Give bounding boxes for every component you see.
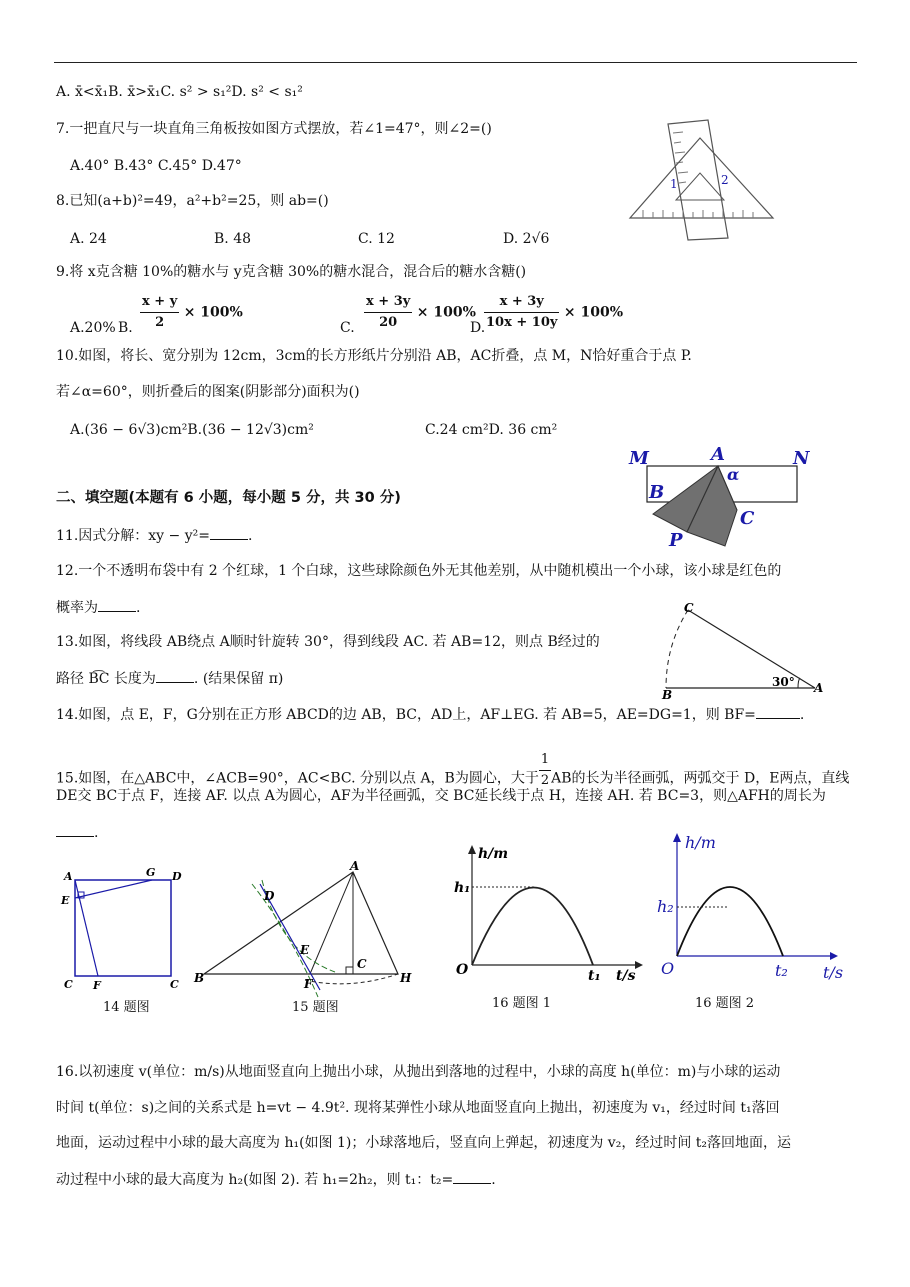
q16-text: 动过程中小球的最大高度为 h₂(如图 2). 若 h₁=2h₂，则 t₁：t₂= [56,1172,454,1188]
fig16-1-origin: O [456,962,469,978]
q9-d-numerator: x + 3y [484,292,559,313]
fig16-2-xlabel: t/s [823,963,844,982]
fig16-1-h1: h₁ [454,880,471,896]
q15-frac-den: 2 [540,773,550,788]
q15-line-2: DE交 BC于点 F，连接 AF. 以点 A为圆心，AF为半径画弧，交 BC延长线于点 H，连接 AH. 若 BC=3，则△AFH的周长为 [56,788,826,804]
q16-line-1: 16.以初速度 v(单位：m/s)从地面竖直向上抛出小球，从抛出到落地的过程中，小球的高度 h(单位：m)与小球的运动 [56,1064,781,1080]
q10-label-a: A [711,444,725,465]
q7-figure [628,118,778,243]
fig14-label-c2: C [170,978,179,991]
fig14-caption: 14 题图 [103,1000,150,1015]
q9-d-times: × 100% [563,304,624,321]
q10-label-p: P [669,530,683,551]
fig16-1-caption: 16 题图 1 [492,996,552,1011]
q8-stem: 8.已知(a+b)²=49，a²+b²=25，则 ab=() [56,193,329,209]
fig14-label-e: E [61,894,70,907]
q16-blank [453,1169,491,1184]
q13-line-2: 路径 B͡C 长度为 . (结果保留 π) [56,668,283,689]
q9-option-d-letter: D. [470,320,486,336]
q8-option-c: C. 12 [358,231,395,247]
q13-text: 路径 B͡C 长度为 [56,671,156,687]
fig15-label-h: H [400,971,412,985]
fig14-label-d: D [172,870,182,883]
q11-blank [210,525,248,540]
q9-option-b-letter: B. [118,320,133,336]
q15-text-post: AB的长为半径画弧，两弧交于 D，E两点，直线 [551,770,850,787]
q8-option-d: D. 2√6 [503,231,550,247]
q15-blank [56,822,94,837]
fig16-2-ylabel: h/m [685,833,716,852]
q9-option-a: A.20% [70,320,116,336]
q15-line-3: . [56,822,98,843]
q13-label-a: A [814,681,824,695]
q10-options-ab: A.(36 − 6√3)cm²B.(36 − 12√3)cm² [70,422,314,438]
q12-line-1: 12.一个不透明布袋中有 2 个红球，1 个白球，这些球除颜色外无其他差别，从中随机模出一个小球，该小球是红色的 [56,563,782,579]
q10-stem-1: 10.如图，将长、宽分别为 12cm，3cm的长方形纸片分别沿 AB，AC折叠，点 M，N恰好重合于点 P. [56,348,692,364]
q14-text: 14.如图，点 E，F，G分别在正方形 ABCD的边 AB，BC，AD上，AF⊥EG. 若 AB=5，AE=DG=1，则 BF= [56,707,756,723]
q13-label-c: C [684,601,694,615]
q10-label-m: M [629,448,649,469]
q7-angle2-label: 2 [721,173,729,187]
q10-label-c: C [740,508,755,529]
q12-text: 概率为 [56,600,98,616]
section-2-title: 二、填空题(本题有 6 小题，每小题 5 分，共 30 分) [56,490,401,506]
fig16-1 [450,840,650,990]
q9-option-b [140,292,243,333]
q16-line-4: 动过程中小球的最大高度为 h₂(如图 2). 若 h₁=2h₂，则 t₁：t₂= . [56,1169,496,1190]
q9-option-d [484,292,623,333]
fig15-label-a: A [350,859,360,873]
q10-label-b: B [649,482,665,503]
fig16-2-caption: 16 题图 2 [695,996,755,1011]
q16-line-3: 地面，运动过程中小球的最大高度为 h₁(如图 1)；小球落地后，竖直向上弹起，初速度为 v₂，经过时间 t₂落回地面，运 [56,1135,792,1151]
q15-frac-num: 1 [539,750,551,771]
q13-label-b: B [662,688,673,702]
fig16-2 [655,828,855,988]
fig16-2-h2: h₂ [657,897,674,916]
header-rule [54,62,857,63]
q10-options-cd: C.24 cm²D. 36 cm² [425,422,558,438]
fig14-label-g: G [146,866,156,879]
q10-label-alpha: α [727,465,740,484]
q11: 11.因式分解：xy − y²= . [56,525,252,546]
q9-b-numerator: x + y [140,292,179,313]
q6-options: A. x̄<x̄₁B. x̄>x̄₁C. s² > s₁²D. s² < s₁² [56,84,303,100]
q14: 14.如图，点 E，F，G分别在正方形 ABCD的边 AB，BC，AD上，AF⊥EG. 若 AB=5，AE=DG=1，则 BF= . [56,704,804,725]
q9-stem: 9.将 x克含糖 10%的糖水与 y克含糖 30%的糖水混合，混合后的糖水含糖() [56,264,527,280]
fig15-label-e: E [300,943,310,957]
q9-d-denominator: 10x + 10y [486,315,558,330]
q10-figure [625,442,820,552]
q8-option-b: B. 48 [214,231,252,247]
fig15-label-d: D [264,889,275,903]
q14-blank [756,704,800,719]
q13-blank [156,668,194,683]
fig14 [60,866,190,996]
fig14-label-a: A [64,870,73,883]
q7-angle1-label: 1 [670,177,678,191]
fig16-2-origin: O [661,959,675,978]
q13-line-1: 13.如图，将线段 AB绕点 A顺时针旋转 30°，得到线段 AC. 若 AB=12，则点 B经过的 [56,634,600,650]
q12-line-2: 概率为 . [56,597,140,618]
fig16-1-t1: t₁ [588,968,601,984]
fig15-label-b: B [194,971,205,985]
q12-blank [98,597,136,612]
q9-b-denominator: 2 [155,315,165,330]
q9-c-times: × 100% [416,304,476,321]
q10-stem-2: 若∠α=60°，则折叠后的图案(阴影部分)面积为() [56,384,360,400]
q16-line-2: 时间 t(单位：s)之间的关系式是 h=vt − 4.9t². 现将某弹性小球从地面竖直向上抛出，初速度为 v₁，经过时间 t₁落回 [56,1100,780,1116]
q13-note: (结果保留 π) [202,671,284,687]
fig15 [190,859,420,997]
q7-options: A.40° B.43° C.45° D.47° [70,158,242,174]
q8-option-a: A. 24 [70,231,107,247]
q9-c-numerator: x + 3y [364,292,412,313]
fig14-label-f: F [93,979,101,992]
q9-b-times: × 100% [183,304,243,321]
fig15-label-f: F [304,977,313,991]
q9-c-denominator: 20 [379,315,398,330]
q9-option-c-letter: C. [340,320,355,336]
fig15-caption: 15 题图 [292,1000,339,1015]
q13-angle-label: 30° [772,675,795,689]
q11-text: 11.因式分解：xy − y²= [56,528,210,544]
fig16-1-xlabel: t/s [616,968,636,984]
q13-figure [660,600,830,700]
fig16-1-ylabel: h/m [478,846,509,862]
fig16-2-t2: t₂ [775,961,788,980]
q10-label-n: N [793,448,810,469]
q9-option-c [364,292,476,333]
q15-text-pre: 15.如图，在△ABC中，∠ACB=90°，AC<BC. 分别以点 A，B为圆心，大于 [56,770,539,787]
q7-stem: 7.一把直尺与一块直角三角板按如图方式摆放，若∠1=47°，则∠2=() [56,121,492,137]
fig14-label-c1: C [64,978,73,991]
fig15-label-c: C [357,957,367,971]
